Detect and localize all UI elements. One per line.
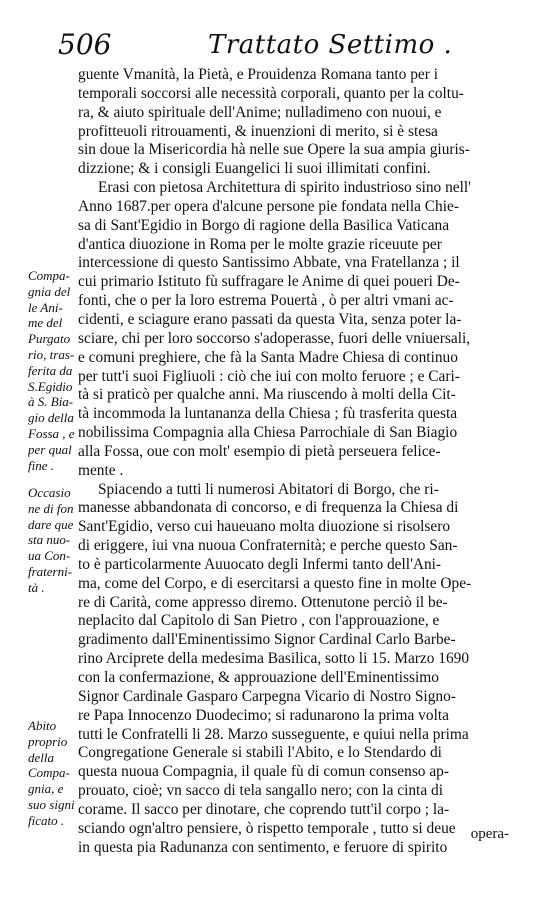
margin-note-occasione: [28, 485, 82, 596]
text-line: intercessione di questo Santissimo Abbate, vna Fratellanza ; il: [78, 254, 460, 272]
text-line: dizzione; & i consigli Euangelici li suoi illimitati confini.: [78, 160, 431, 178]
margin-note-line: della: [28, 749, 54, 765]
text-line: tà si praticò per qualche anni. Ma riuscendo à molti della Cit-: [78, 386, 456, 404]
margin-note-line: le Ani-: [28, 299, 63, 315]
catchword: opera-: [470, 826, 509, 842]
page-number: 506: [58, 28, 112, 61]
margin-note-line: Occasio: [28, 485, 71, 500]
text-line: sciare, chi per loro soccorso s'adoperasse, fuori delle vniuersali,: [78, 329, 471, 347]
text-line: tà incommoda la luntananza della Chiesa ; fù trasferita questa: [78, 405, 458, 423]
text-line: in questa pia Radunanza con sentimento, e feruore di spirito: [78, 838, 448, 856]
text-line: fonti, che o per la loro estrema Pouertà , ò per altri vmani ac-: [78, 292, 454, 310]
text-line: alla Fossa, oue con molt' esempio di pietà perseuera felice-: [78, 442, 441, 460]
margin-note-line: gnia, e: [28, 781, 64, 797]
text-line: corame. Il sacco per dinotare, che coprendo tutt'il corpo ; la-: [78, 800, 450, 818]
text-line: sciando ogn'altro pensiere, ò rispetto temporale , tutto si deue: [78, 819, 456, 837]
text-line: to è particolarmente Auuocato degli Infermi tanto dell'Ani-: [78, 555, 442, 573]
text-line: questa nuoua Compagnia, il quale fù di comun consenso ap-: [78, 763, 449, 781]
text-line: e comuni preghiere, che fà la Santa Madre Chiesa di continuo: [78, 348, 458, 366]
text-line: cidenti, e sciagure erano passati da questa Vita, senza poter la-: [78, 310, 462, 328]
text-line: cui primario Istituto fù suffragare le Anime di quei poueri De-: [78, 273, 460, 291]
text-line: ma, come del Corpo, e di esercitarsi a questo fine in molte Ope-: [78, 574, 472, 592]
text-line: di eriggere, iui vna nuoua Confraternità; e perche questo San-: [78, 537, 458, 555]
text-line: prouato, cioè; vn sacco di tela sangallo nero; con la cinta di: [78, 782, 443, 800]
margin-note-line: Abito: [28, 718, 57, 733]
margin-note-line: rio, tras-: [28, 346, 75, 362]
margin-note-line: per qual: [28, 441, 72, 457]
text-line: Spiacendo a tutti li numerosi Abitatori di Borgo, che ri-: [98, 480, 439, 498]
margin-note-line: gio della: [28, 410, 74, 426]
margin-note-line: ua Con-: [28, 548, 71, 564]
text-line: per tutt'i suoi Figliuoli : ciò che iui con molto feruore ; e Cari-: [78, 367, 460, 385]
text-line: Congregatione Generale si stabilì l'Abito, e lo Stendardo di: [78, 744, 442, 762]
margin-note-compagnia: [28, 268, 82, 473]
text-line: neplacito dal Capitolo di San Pietro , con l'approuazione, e: [78, 612, 440, 630]
text-line: con la confermazione, & approuazione dell'Eminentissimo: [78, 669, 439, 686]
text-line: tutti le Confratelli li 28. Marzo susseguente, e quiui nella prima: [78, 725, 469, 743]
margin-note-line: Compa-: [28, 765, 70, 781]
text-line: Signor Cardinale Gasparo Carpegna Vicario di Nostro Signo-: [78, 687, 456, 705]
margin-note-line: ne di fon: [28, 500, 74, 516]
paragraph-1: [78, 66, 518, 179]
paragraph-2: [78, 179, 518, 481]
margin-note-line: fine .: [28, 457, 54, 473]
margin-note-line: sta nuo-: [28, 532, 71, 548]
text-line: manesse abbandonata di concorso, e di frequenza la Chiesa di: [78, 499, 459, 517]
margin-note-line: Fossa , e: [28, 425, 75, 441]
margin-note-line: tà .: [28, 579, 45, 595]
text-line: temporali soccorsi alle necessità corporali, quanto per la coltu-: [78, 84, 464, 102]
margin-note-line: ficato .: [28, 812, 65, 828]
text-line: ra, & aiuto spirituale dell'Anime; nulladimeno con nuoui, e: [78, 103, 442, 121]
margin-note-line: suo signi: [28, 796, 75, 812]
text-line: Sant'Egidio, verso cui haueuano molta diuozione si risolsero: [78, 518, 451, 536]
margin-note-line: me del: [28, 315, 63, 331]
margin-note-line: dare que: [28, 516, 74, 532]
margin-note-line: gnia del: [28, 283, 71, 299]
text-line: nobilissima Compagnia alla Chiesa Parrochiale di San Biagio: [78, 424, 458, 442]
margin-note-line: à S. Bia-: [28, 394, 74, 410]
text-line: re Papa Innocenzo Duodecimo; si radunarono la prima volta: [78, 706, 449, 724]
text-line: Anno 1687.per opera d'alcune persone pie fondata nella Chie-: [78, 197, 459, 215]
page-header: [0, 28, 555, 62]
margin-note-abito: [28, 718, 82, 829]
text-line: Erasi con pietosa Architettura di spirito industrioso sino nell': [98, 179, 471, 197]
margin-note-line: ferita da: [28, 362, 73, 378]
margin-note-line: proprio: [28, 733, 68, 749]
text-line: re di Carità, come appresso diremo. Ottenutone perciò il be-: [78, 593, 448, 611]
margin-note-line: Purgato: [28, 331, 71, 347]
text-line: rino Arciprete della medesima Basilica, sotto li 15. Marzo 1690: [78, 650, 470, 668]
text-line: profitteuoli ritrouamenti, & inuenzioni di merito, si è stesa: [78, 122, 438, 140]
paragraph-3: [78, 481, 518, 858]
margin-note-line: S.Egidio: [28, 378, 73, 394]
main-text: [78, 66, 518, 857]
text-line: mente .: [78, 461, 124, 479]
margin-note-line: Compa-: [28, 268, 70, 283]
text-line: sin doue la Misericordia hà nelle sue Opere la sua ampia giuris-: [78, 141, 470, 159]
text-line: sa di Sant'Egidio in Borgo di ragione della Basilica Vaticana: [78, 216, 450, 234]
text-line: gradimento dall'Eminentissimo Signor Cardinal Carlo Barbe-: [78, 631, 456, 649]
margin-note-line: fraterni-: [28, 563, 73, 579]
text-line: d'antica diuozione in Roma per le molte grazie riceuute per: [78, 235, 442, 253]
running-head: Trattato Settimo .: [208, 30, 453, 60]
text-line: guente Vmanità, la Pietà, e Prouidenza Romana tanto per i: [78, 66, 439, 83]
